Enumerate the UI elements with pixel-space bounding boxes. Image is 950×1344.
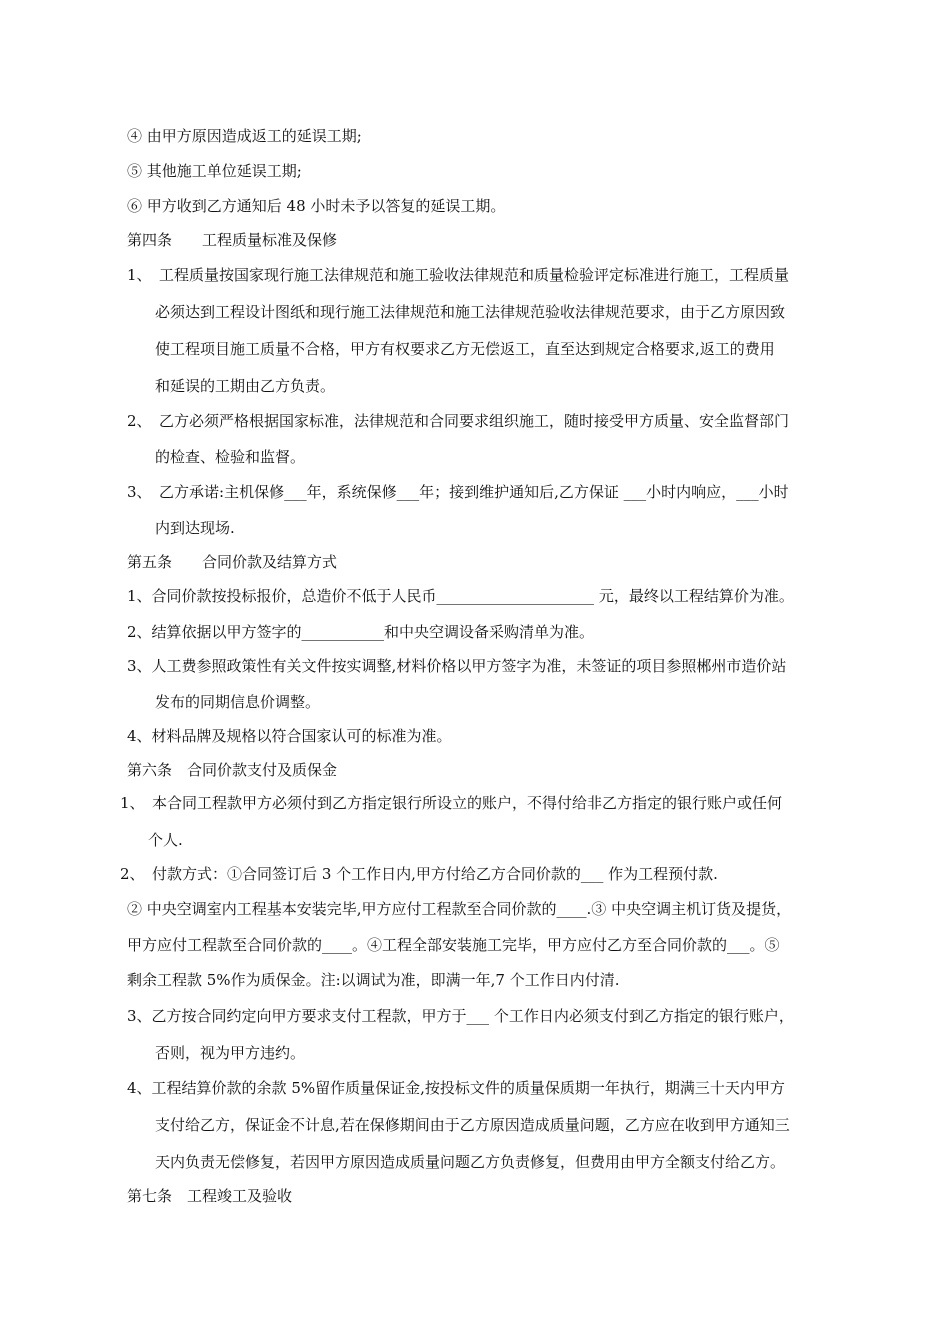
text-line: ④ 由甲方原因造成返工的延误工期; [127,127,362,145]
section-heading: 第四条 工程质量标准及保修 [127,231,338,249]
text-line: 甲方应付工程款至合同价款的____。④工程全部安装施工完毕，甲方应付乙方至合同价款的___。⑤ [127,936,780,954]
text-line: 剩余工程款 5%作为质保金。注:以调试为准，即满一年,7 个工作日内付清. [127,971,620,989]
text-line: 4、材料品牌及规格以符合国家认可的标准为准。 [127,727,452,745]
text-line: 内到达现场. [155,519,235,537]
text-line: 否则，视为甲方违约。 [155,1044,306,1062]
text-line: ⑤ 其他施工单位延误工期; [127,162,302,180]
text-line: 个人. [148,831,183,849]
text-line: 2、 乙方必须严格根据国家标准，法律规范和合同要求组织施工，随时接受甲方质量、安全监督部门 [127,412,790,430]
text-line: 3、乙方按合同约定向甲方要求支付工程款，甲方于___ 个工作日内必须支付到乙方指定的银行账户， [127,1007,794,1025]
text-line: 2、 付款方式：①合同签订后 3 个工作日内,甲方付给乙方合同价款的___ 作为工程预付款. [120,865,718,883]
text-line: 使工程项目施工质量不合格，甲方有权要求乙方无偿返工，直至达到规定合格要求,返工的费用 [155,340,775,358]
text-line: 1、 本合同工程款甲方必须付到乙方指定银行所设立的账户，不得付给非乙方指定的银行账户或任何 [120,794,783,812]
text-line: 3、 乙方承诺:主机保修___年，系统保修___年；接到维护通知后,乙方保证 ___小时内响应，___小时 [127,483,789,501]
text-line: 的检查、检验和监督。 [155,448,306,466]
text-line: 3、人工费参照政策性有关文件按实调整,材料价格以甲方签字为准，未签证的项目参照郴州市造价站 [127,657,787,675]
text-line: 4、工程结算价款的余款 5%留作质量保证金,按投标文件的质量保质期一年执行，期满三十天内甲方 [127,1079,785,1097]
text-line: 2、结算依据以甲方签字的___________和中央空调设备采购清单为准。 [127,623,595,641]
section-heading: 第五条 合同价款及结算方式 [127,553,338,571]
text-line: 支付给乙方，保证金不计息,若在保修期间由于乙方原因造成质量问题，乙方应在收到甲方通知三 [155,1116,790,1134]
section-heading: 第六条 合同价款支付及质保金 [127,761,338,779]
text-line: 天内负责无偿修复，若因甲方原因造成质量问题乙方负责修复，但费用由甲方全额支付给乙方。 [155,1153,786,1171]
text-line: ⑥ 甲方收到乙方通知后 48 小时未予以答复的延误工期。 [127,197,506,215]
section-heading: 第七条 工程竣工及验收 [127,1187,293,1205]
text-line: 1、 工程质量按国家现行施工法律规范和施工验收法律规范和质量检验评定标准进行施工，工程质量 [127,266,790,284]
text-line: 和延误的工期由乙方负责。 [155,377,336,395]
text-line: ② 中央空调室内工程基本安装完毕,甲方应付工程款至合同价款的____.③ 中央空调主机订货及提货， [127,900,792,918]
text-line: 1、合同价款按投标报价，总造价不低于人民币_____________________ 元，最终以工程结算价为准。 [127,587,794,605]
text-line: 发布的同期信息价调整。 [155,693,321,711]
text-line: 必须达到工程设计图纸和现行施工法律规范和施工法律规范验收法律规范要求，由于乙方原因致 [155,303,786,321]
